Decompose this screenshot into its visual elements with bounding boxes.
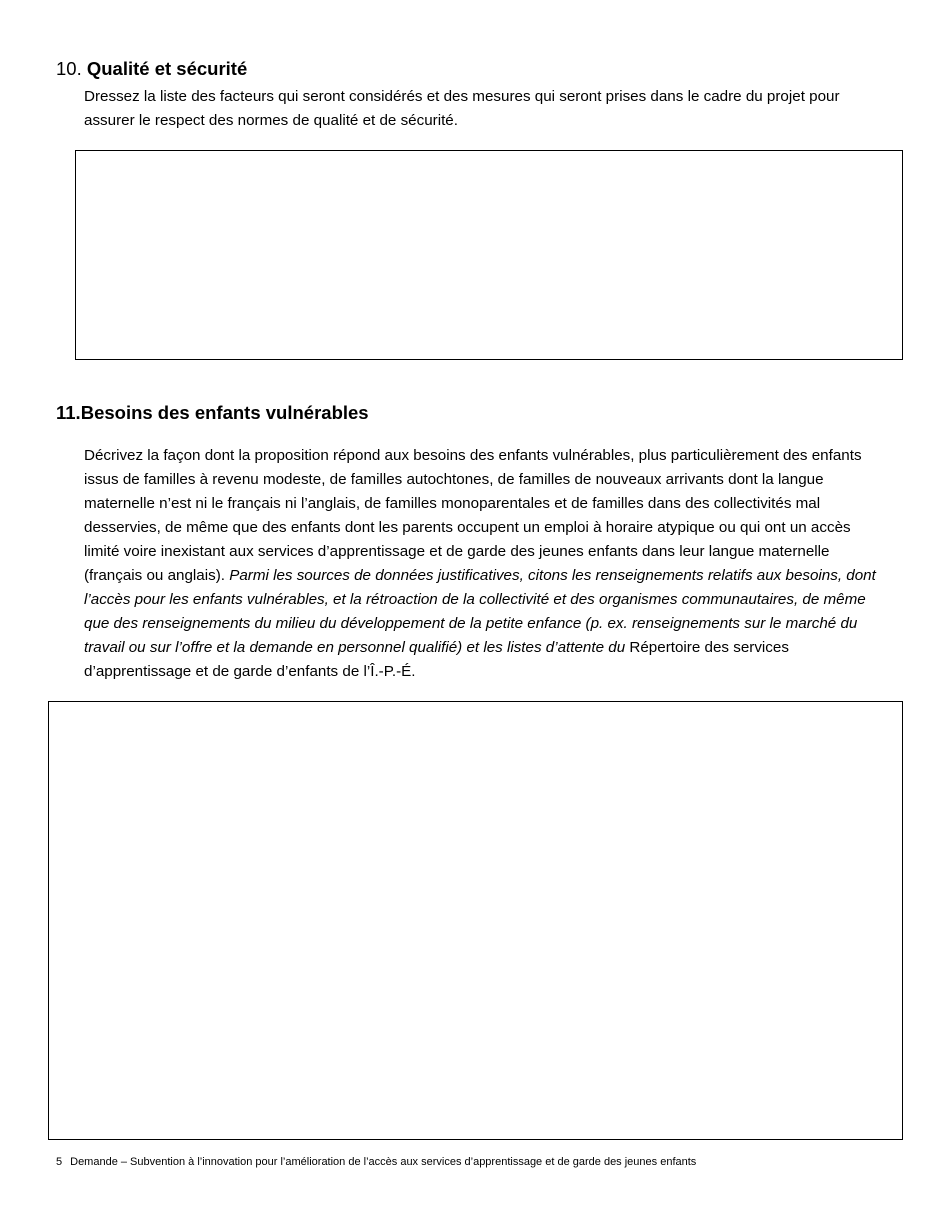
instruction-line: Dressez la liste des facteurs qui seront considérés et des mesures qui seront prises dans le cadre du projet pour [84,88,840,105]
instruction-text: (français ou anglais). [84,567,230,584]
section-11-instructions [84,444,914,684]
section-10-heading [56,58,247,80]
instruction-line: Décrivez la façon dont la proposition répond aux besoins des enfants vulnérables, plus particulièrement des enfants [84,447,862,464]
instruction-line: issus de familles à revenu modeste, de familles autochtones, de familles de nouveaux arrivants dont la langue [84,471,824,488]
section-10-answer-field[interactable] [75,150,903,360]
instruction-text-italic: travail ou sur l’offre et la demande en personnel qualifié) et les listes d’attente du [84,639,630,656]
instruction-line: d’apprentissage et de garde d’enfants de l’Î.-P.-É. [84,663,416,680]
instruction-text: Répertoire des services [629,639,789,656]
instruction-line: assurer le respect des normes de qualité et de sécurité. [84,112,458,129]
instruction-line-italic: l’accès pour les enfants vulnérables, et la rétroaction de la collectivité et des organismes communautaires, de même [84,591,866,608]
instruction-line: limité voire inexistant aux services d’apprentissage et de garde des jeunes enfants dans leur langue maternelle [84,543,830,560]
instruction-line: desservies, de même que des enfants dont les parents occupent un emploi à horaire atypique ou qui ont un accès [84,519,851,536]
section-11-answer-field[interactable] [48,701,903,1140]
page-footer [56,1155,696,1169]
section-11-heading [56,402,369,424]
instruction-text-italic: Parmi les sources de données justificatives, citons les renseignements relatifs aux besoins, dont [229,567,876,584]
section-10-number: 10. [56,58,82,79]
footer-text: Demande – Subvention à l’innovation pour l’amélioration de l’accès aux services d’apprentissage et de garde des jeunes enfants [70,1156,697,1168]
instruction-line [84,564,914,588]
section-10-instructions [84,85,914,133]
instruction-line-italic: que des renseignements du milieu du développement de la petite enfance (p. ex. renseignements sur le marché du [84,615,858,632]
page-number: 5 [56,1156,63,1168]
section-11-number: 11. [56,402,81,423]
instruction-line [84,636,914,660]
section-11-title: Besoins des enfants vulnérables [80,402,369,423]
section-10-title: Qualité et sécurité [86,58,248,79]
instruction-line: maternelle n’est ni le français ni l’anglais, de familles monoparentales et de familles dans des collectivités mal [84,495,821,512]
